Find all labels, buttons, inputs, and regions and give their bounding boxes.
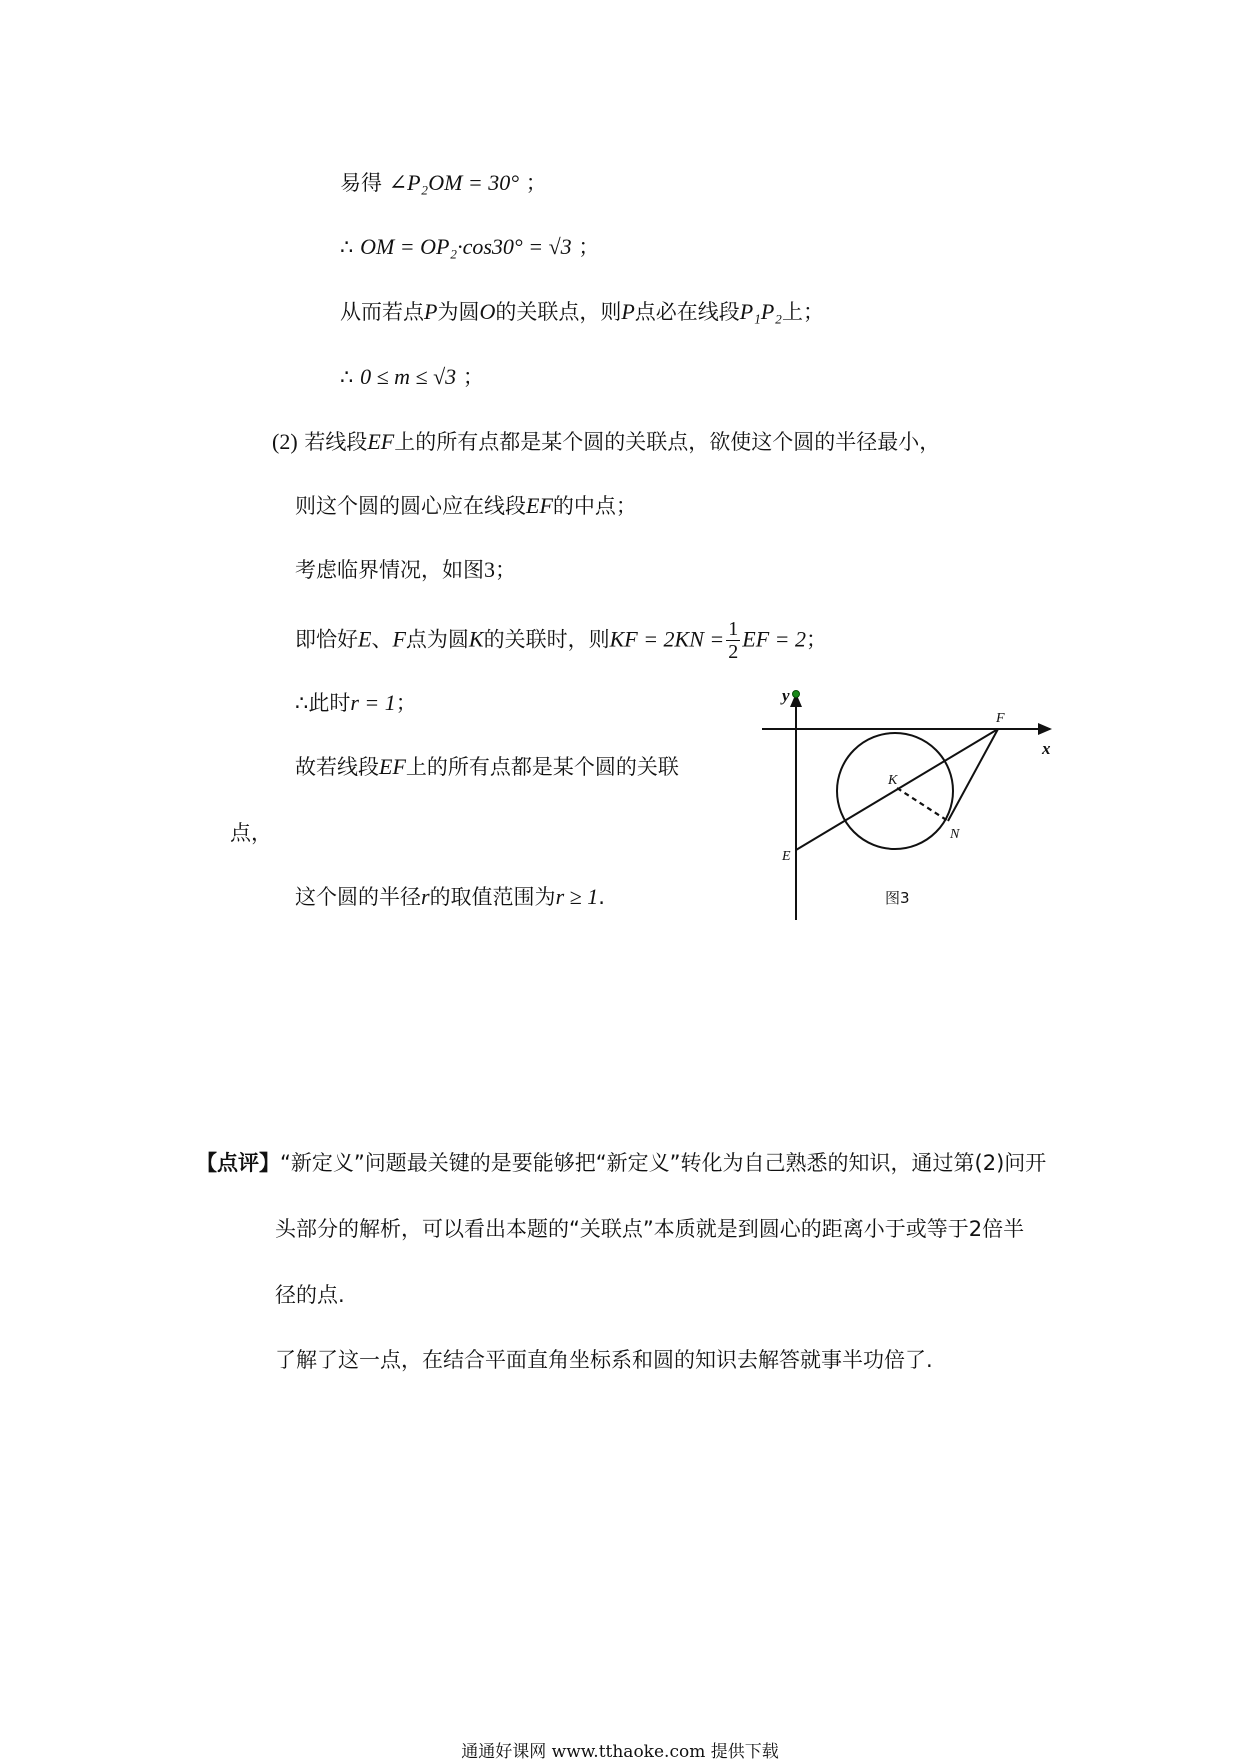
line-p-on-segment: 从而若点P为圆O的关联点，则P点必在线段P₁P₂上； <box>340 299 824 324</box>
label-n: N <box>950 827 960 842</box>
label-y: y <box>782 686 790 705</box>
comment-line-2: 头部分的解析，可以看出本题的“关联点”本质就是到圆心的距离小于或等于2倍半 <box>275 1217 1025 1241</box>
segment-kn-dashed <box>897 788 948 821</box>
comment-line-4: 了解了这一点，在结合平面直角坐标系和圆的知识去解答就事半功倍了. <box>275 1348 933 1372</box>
line-r-equals-one: ∴此时r = 1； <box>295 690 417 715</box>
line-angle-p2om: 易得 ∠P₂OM = 30° ； <box>340 170 547 195</box>
line-part2-intro: (2) 若线段EF上的所有点都是某个圆的关联点，欲使这个圆的半径最小， <box>272 429 941 454</box>
line-center-midpoint: 则这个圆的圆心应在线段EF的中点； <box>295 493 637 518</box>
comment-line-3: 径的点. <box>275 1283 345 1307</box>
line-conclusion-b: 点， <box>230 821 272 845</box>
figure-caption: 图3 <box>885 889 910 907</box>
comment-line-1: 【点评】“新定义”问题最关键的是要能够把“新定义”转化为自己熟悉的知识，通过第(2)问开 <box>196 1151 1047 1175</box>
math-om-expression: OM = OP₂·cos30° = √3 <box>360 234 572 259</box>
segment-ef <box>796 729 998 850</box>
label-x: x <box>1042 739 1051 758</box>
x-axis-arrow-icon <box>1038 723 1052 735</box>
figure-3-diagram <box>760 685 1060 925</box>
line-radius-range: 这个圆的半径r的取值范围为r ≥ 1. <box>295 884 605 909</box>
line-critical-case: 考虑临界情况，如图3； <box>295 557 516 582</box>
math-m-range: 0 ≤ m ≤ √3 <box>360 364 457 389</box>
comment-label: 【点评】 <box>196 1151 280 1175</box>
label-e: E <box>782 849 791 864</box>
line-m-range: ∴ 0 ≤ m ≤ √3 ； <box>340 364 484 389</box>
line-om-value: ∴ OM = OP₂·cos30° = √3 ； <box>340 234 600 259</box>
origin-dot-icon <box>793 691 800 698</box>
page-footer: 通通好课网 www.tthaoke.com 提供下载 <box>461 1742 779 1762</box>
line-kf-value: 即恰好E、F点为圆K的关联时，则KF = 2KN = $\frac{1}{2}$ EF = 2； <box>295 618 827 663</box>
label-k: K <box>888 773 898 788</box>
line-conclusion-a: 故若线段EF上的所有点都是某个圆的关联 <box>295 754 679 779</box>
segment-fn <box>948 729 998 821</box>
label-f: F <box>996 711 1005 726</box>
math-angle-expression: ∠P₂OM = 30° <box>388 170 520 195</box>
fraction-one-half: $\frac{1}{2}$ <box>728 618 739 663</box>
